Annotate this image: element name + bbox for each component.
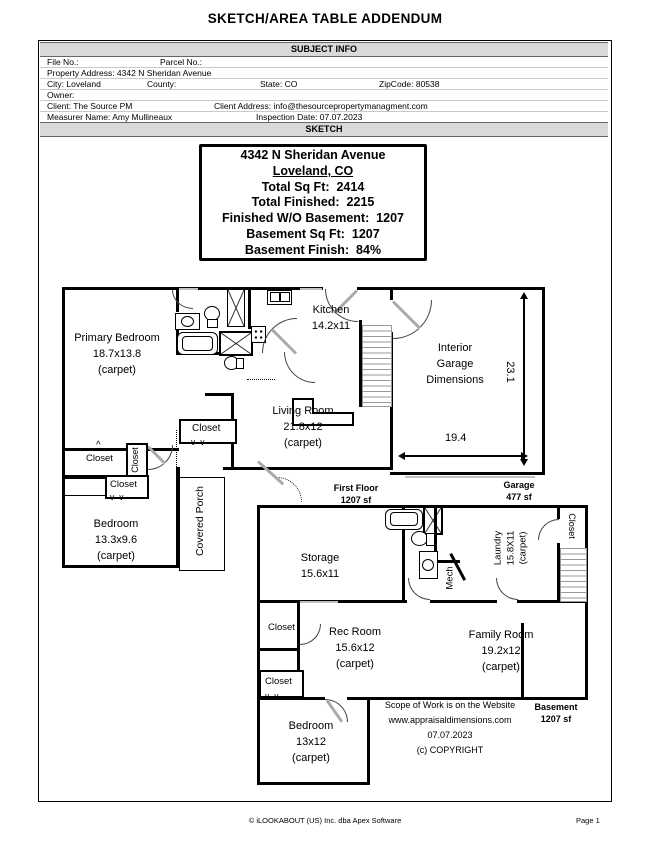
- room-label-living-room: [272, 403, 333, 451]
- room-dims: 15.8X11: [504, 530, 516, 566]
- window-mark: ^: [96, 440, 101, 451]
- room-name: Family Room: [468, 629, 534, 641]
- closet-label: Closet: [192, 423, 221, 434]
- wall: [390, 287, 393, 300]
- room-name: Bedroom: [93, 518, 139, 530]
- closet-rod-mark: ∨∨: [264, 692, 283, 702]
- covered-porch-label: Covered Porch: [194, 485, 206, 557]
- shower-stall: [227, 289, 245, 327]
- garage-label-line: Garage: [436, 358, 474, 370]
- garage-dimensions-label: [426, 340, 483, 388]
- parcel-no-field: Parcel No.:: [160, 56, 203, 67]
- wall: [367, 700, 370, 785]
- room-label-kitchen: [312, 302, 350, 334]
- summary-city: Loveland, CO: [272, 163, 354, 178]
- kitchen-sink-basin: [280, 292, 290, 302]
- wall: [257, 505, 260, 785]
- room-label-primary-bedroom: [74, 330, 160, 378]
- first-floor-area-label: [334, 482, 379, 506]
- room-name: Living Room: [272, 405, 334, 417]
- room-label-storage: [301, 550, 340, 582]
- garage-depth-dim: 23.1: [504, 361, 516, 383]
- arrow-left: [398, 452, 405, 460]
- garage-width-dim: 19.4: [445, 432, 467, 444]
- room-finish: (carpet): [336, 658, 374, 670]
- room-finish: (carpet): [97, 550, 135, 562]
- sink-bowl: [181, 316, 194, 327]
- room-dims: 14.2x11: [311, 320, 351, 332]
- stairs-first-floor: [362, 325, 392, 407]
- wall: [62, 287, 65, 568]
- kitchen-sink-basin: [270, 292, 280, 302]
- owner-field: Owner:: [47, 89, 75, 100]
- counter: [292, 398, 312, 400]
- page-title: SKETCH/AREA TABLE ADDENDUM: [207, 11, 443, 26]
- garage-door: [405, 476, 535, 478]
- scope-line: Scope of Work is on the Website: [384, 700, 516, 710]
- room-label-rec-room: [329, 624, 381, 672]
- room-name: Rec Room: [329, 626, 381, 638]
- closet-nook: [64, 478, 106, 496]
- room-name: Storage: [300, 552, 340, 564]
- wall: [62, 565, 179, 568]
- file-no-field: File No.:: [47, 56, 79, 67]
- wall: [390, 287, 545, 290]
- garage-label-line: Dimensions: [426, 374, 484, 386]
- room-dims: 15.6x12: [335, 642, 375, 654]
- summary-address: 4342 N Sheridan Avenue: [240, 148, 386, 162]
- room-label-mech: Mech: [444, 566, 456, 590]
- room-dims: 18.7x13.8: [92, 348, 142, 360]
- closet-label: Closet: [110, 479, 137, 490]
- room-dims: 19.2x12: [481, 645, 521, 657]
- wall: [248, 289, 251, 329]
- summary-basement-sqft: Basement Sq Ft: 1207: [246, 226, 380, 241]
- furnace-box: [423, 506, 443, 535]
- basement-area-label: [534, 701, 577, 725]
- floor-name: First Floor: [333, 483, 379, 493]
- room-dims: 15.6x11: [300, 568, 340, 580]
- summary-basement-finish: Basement Finish: 84%: [244, 242, 382, 257]
- bathtub-inner: [182, 336, 213, 351]
- window: [300, 601, 338, 603]
- room-name: Primary Bedroom: [74, 332, 160, 344]
- arrow-down: [520, 459, 528, 466]
- closet-rod-mark: ∨∨: [190, 438, 209, 448]
- scope-of-work-block: [385, 698, 515, 758]
- closet-label: Closet: [265, 676, 292, 687]
- wall: [390, 472, 545, 475]
- wall: [223, 467, 393, 470]
- zipcode-field: ZipCode: 80538: [379, 78, 440, 89]
- room-name: Kitchen: [312, 304, 350, 316]
- wall: [557, 505, 560, 519]
- room-finish: (carpet): [482, 661, 520, 673]
- floor-name: Garage: [503, 480, 535, 490]
- arrow-up: [520, 292, 528, 299]
- client-address-field: Client Address: info@thesourcepropertymanagment.com: [214, 100, 428, 111]
- bathtub-inner: [390, 512, 418, 526]
- window: [300, 288, 322, 290]
- room-label-basement-bedroom: [289, 718, 334, 766]
- furnace-box: [219, 331, 253, 356]
- floor-area: 1207 sf: [340, 495, 372, 505]
- footer-page-number: Page 1: [576, 816, 600, 825]
- city-field: City: Loveland: [47, 78, 101, 89]
- wall: [430, 600, 497, 603]
- closet-label: Closet: [130, 447, 140, 473]
- room-finish: (carpet): [517, 531, 529, 565]
- room-name: Laundry: [492, 530, 504, 566]
- wall: [205, 393, 234, 396]
- client-field: Client: The Source PM: [47, 100, 133, 111]
- closet-rod-mark: ∨∨: [109, 493, 128, 503]
- opening-dotted: [176, 430, 177, 467]
- dimension-line: [523, 298, 525, 460]
- closet-label: Closet: [268, 622, 295, 633]
- county-field: County:: [147, 78, 177, 89]
- subject-info-header: SUBJECT INFO: [40, 42, 608, 57]
- inspection-date-field: Inspection Date: 07.07.2023: [256, 111, 363, 122]
- dimension-line: [404, 455, 522, 457]
- room-label-bedroom: [94, 516, 139, 564]
- room-dims: 13x12: [296, 736, 326, 748]
- opening-dotted: [247, 379, 275, 380]
- toilet-tank: [236, 358, 244, 369]
- summary-box: [199, 144, 427, 261]
- scope-copyright: (c) COPYRIGHT: [416, 745, 484, 755]
- room-dims: 21.8x12: [283, 421, 323, 433]
- garage-area-label: [503, 479, 534, 503]
- summary-total-finished: Total Finished: 2215: [251, 195, 375, 210]
- wall: [542, 287, 545, 475]
- floor-area: 477 sf: [506, 492, 532, 502]
- stairs-basement: [560, 548, 587, 602]
- state-field: State: CO: [260, 78, 298, 89]
- sketch-header: SKETCH: [40, 122, 608, 137]
- room-finish: (carpet): [292, 752, 330, 764]
- floor-area: 1207 sf: [540, 714, 572, 724]
- footer-copyright: © iLOOKABOUT (US) Inc. dba Apex Software: [248, 816, 402, 825]
- closet-label: Closet: [567, 513, 577, 539]
- room-finish: (carpet): [284, 437, 322, 449]
- wall: [257, 648, 300, 651]
- sink-bowl: [422, 559, 434, 571]
- room-label-laundry: [492, 531, 530, 566]
- scope-website: www.appraisaldimensions.com: [388, 715, 512, 725]
- summary-total-sqft: Total Sq Ft: 2414: [261, 179, 365, 194]
- room-label-family-room: [469, 627, 534, 675]
- closet-label: Closet: [86, 453, 113, 464]
- summary-wo-basement: Finished W/O Basement: 1207: [222, 211, 404, 226]
- measurer-field: Measurer Name: Amy Mullineaux: [47, 111, 173, 122]
- property-address-field: Property Address: 4342 N Sheridan Avenue: [47, 67, 212, 78]
- toilet-tank: [207, 319, 218, 328]
- wall: [357, 287, 393, 290]
- room-finish: (carpet): [98, 364, 136, 376]
- toilet-tank: [426, 533, 435, 546]
- arrow-right: [521, 452, 528, 460]
- floor-name: Basement: [534, 702, 578, 712]
- wall: [257, 782, 370, 785]
- room-name: Bedroom: [288, 720, 334, 732]
- room-dims: 13.3x9.6: [94, 534, 138, 546]
- garage-label-line: Interior: [437, 342, 473, 354]
- scope-date: 07.07.2023: [427, 730, 473, 740]
